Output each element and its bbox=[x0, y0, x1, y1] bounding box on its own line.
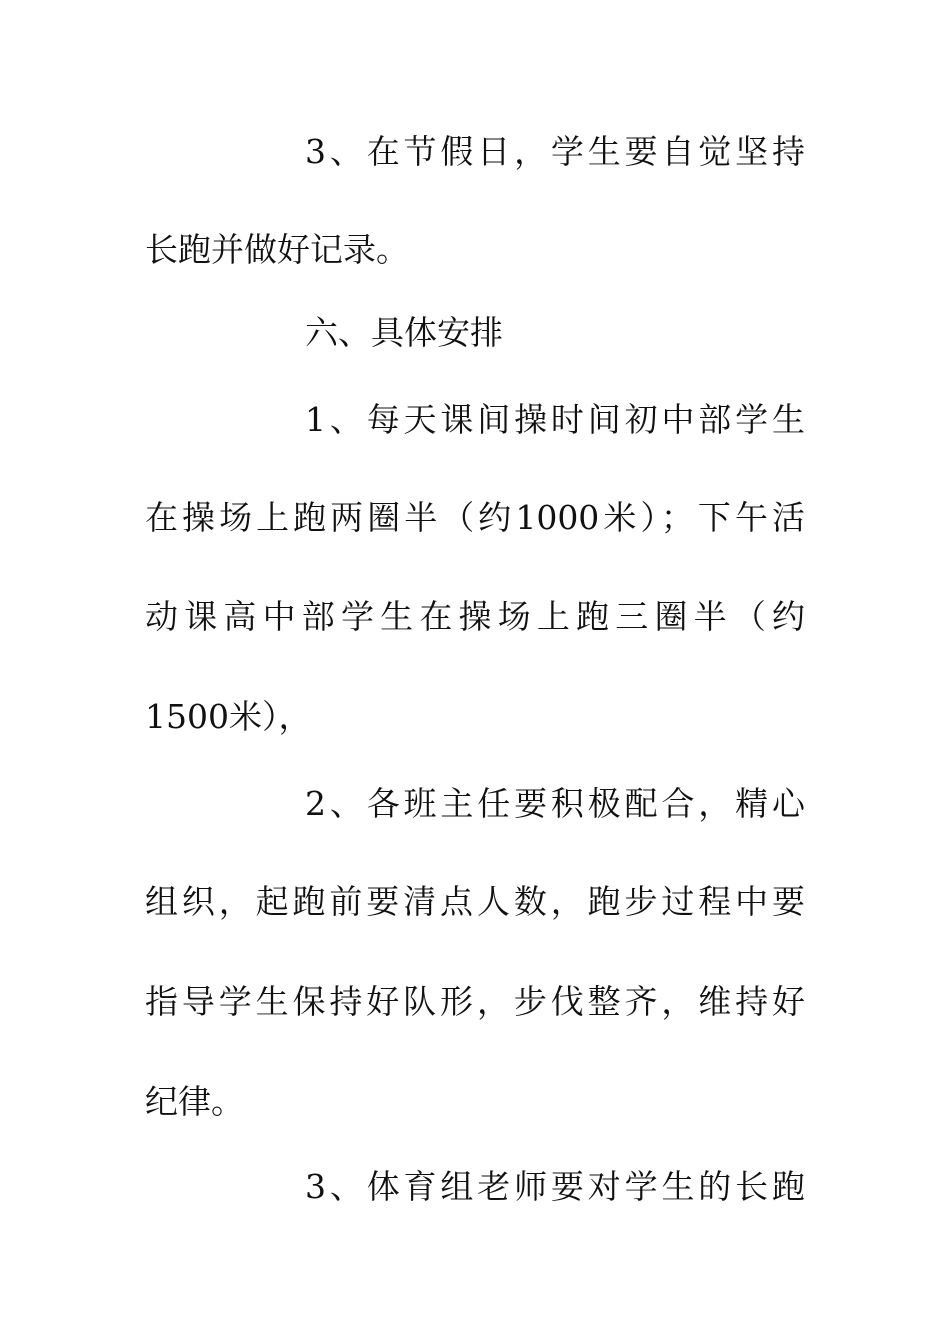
paragraph-line: 3、体育组老师要对学生的长跑 bbox=[305, 1167, 805, 1206]
paragraph-line: 1500米）， bbox=[145, 697, 312, 736]
paragraph-line: 1、每天课间操时间初中部学生 bbox=[305, 400, 805, 439]
paragraph-line: 指导学生保持好队形，步伐整齐，维持好 bbox=[145, 982, 805, 1021]
paragraph-line: 2、各班主任要积极配合，精心 bbox=[305, 784, 805, 823]
paragraph-line: 在操场上跑两圈半（约1000米）；下午活 bbox=[145, 498, 805, 537]
section-heading: 六、具体安排 bbox=[305, 313, 503, 352]
paragraph-line: 动课高中部学生在操场上跑三圈半（约 bbox=[145, 597, 805, 636]
paragraph-line: 长跑并做好记录。 bbox=[145, 230, 409, 269]
paragraph-line: 组织，起跑前要清点人数，跑步过程中要 bbox=[145, 882, 805, 921]
paragraph-line: 纪律。 bbox=[145, 1082, 244, 1121]
paragraph-line: 3、在节假日，学生要自觉坚持 bbox=[305, 132, 805, 171]
